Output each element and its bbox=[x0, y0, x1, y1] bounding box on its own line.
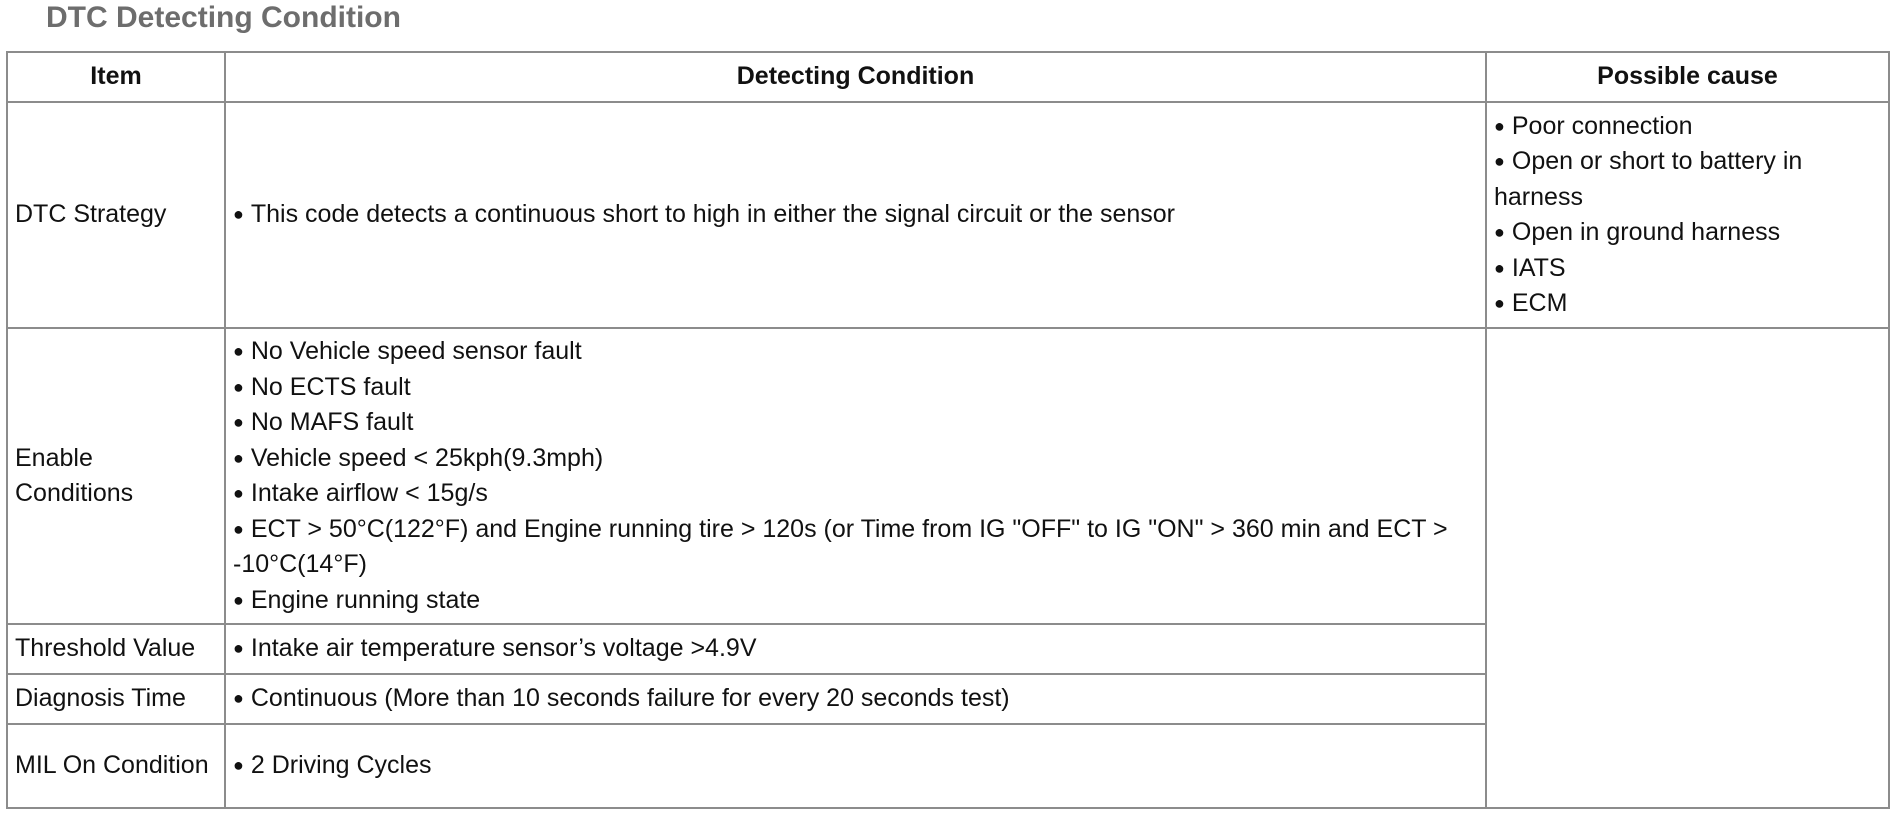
dtc-detecting-condition-table bbox=[6, 51, 1890, 809]
bullet-item bbox=[1494, 109, 1881, 145]
bullet-item bbox=[1494, 251, 1881, 287]
bullet-dot-icon: ● bbox=[233, 204, 244, 225]
bullet-dot-icon: ● bbox=[233, 518, 244, 539]
bullet-item bbox=[233, 405, 1478, 441]
item-cell: MIL On Condition bbox=[7, 724, 225, 808]
bullet-text: ECM bbox=[1511, 289, 1568, 317]
table-row-dtc-strategy bbox=[7, 102, 1889, 328]
item-cell: Diagnosis Time bbox=[7, 674, 225, 724]
bullet-dot-icon: ● bbox=[1494, 293, 1505, 313]
bullet-item bbox=[233, 334, 1478, 370]
bullet-text: No MAFS fault bbox=[250, 408, 414, 436]
possible-cause-list bbox=[1494, 109, 1881, 322]
item-cell: Enable Conditions bbox=[7, 328, 225, 624]
bullet-item bbox=[1494, 286, 1881, 322]
condition-cell bbox=[225, 624, 1486, 674]
bullet-dot-icon: ● bbox=[233, 688, 244, 709]
bullet-dot-icon: ● bbox=[233, 589, 244, 610]
condition-cell bbox=[225, 724, 1486, 808]
bullet-text: This code detects a continuous short to high in either the signal circuit or the sensor bbox=[250, 200, 1175, 229]
bullet-item bbox=[233, 748, 1478, 784]
header-detecting-condition: Detecting Condition bbox=[225, 52, 1486, 102]
condition-list bbox=[233, 197, 1478, 233]
condition-cell bbox=[225, 102, 1486, 328]
bullet-text: Open or short to battery in harness bbox=[1494, 147, 1803, 211]
condition-list bbox=[233, 334, 1478, 618]
bullet-text: Poor connection bbox=[1511, 111, 1693, 140]
bullet-item bbox=[1494, 144, 1881, 215]
bullet-text: IATS bbox=[1511, 253, 1566, 282]
condition-list bbox=[233, 681, 1478, 717]
bullet-text: Intake air temperature sensor’s voltage >4.9V bbox=[250, 634, 757, 663]
bullet-dot-icon: ● bbox=[1494, 222, 1505, 242]
condition-cell bbox=[225, 674, 1486, 724]
bullet-item bbox=[233, 197, 1478, 233]
bullet-item bbox=[233, 512, 1478, 583]
bullet-item bbox=[233, 631, 1478, 667]
bullet-dot-icon: ● bbox=[233, 412, 244, 432]
bullet-dot-icon: ● bbox=[233, 638, 244, 659]
condition-cell bbox=[225, 328, 1486, 624]
page-title: DTC Detecting Condition bbox=[46, 1, 401, 34]
bullet-dot-icon: ● bbox=[1494, 115, 1505, 136]
condition-list bbox=[233, 748, 1478, 784]
bullet-dot-icon: ● bbox=[1494, 151, 1505, 171]
item-cell: DTC Strategy bbox=[7, 102, 225, 328]
bullet-text: No ECTS fault bbox=[250, 372, 411, 401]
bullet-dot-icon: ● bbox=[233, 447, 244, 468]
header-possible-cause: Possible cause bbox=[1486, 52, 1889, 102]
bullet-text: Open in ground harness bbox=[1511, 218, 1781, 246]
table-row-enable-conditions bbox=[7, 328, 1889, 624]
bullet-dot-icon: ● bbox=[233, 376, 244, 397]
bullet-item bbox=[233, 370, 1478, 406]
bullet-item bbox=[233, 441, 1478, 477]
bullet-dot-icon: ● bbox=[1494, 257, 1505, 278]
empty-cause-cell bbox=[1486, 328, 1889, 808]
header-item: Item bbox=[7, 52, 225, 102]
bullet-text: Intake airflow < 15g/s bbox=[250, 479, 488, 507]
bullet-text: ECT > 50°C(122°F) and Engine running tire > 120s (or Time from IG "OFF" to IG "ON" > 360 min and ECT > -10°C(14°F) bbox=[233, 514, 1448, 578]
bullet-item bbox=[233, 476, 1478, 512]
bullet-text: 2 Driving Cycles bbox=[250, 751, 432, 780]
bullet-dot-icon: ● bbox=[233, 341, 244, 361]
table-header-row bbox=[7, 52, 1889, 102]
bullet-text: Continuous (More than 10 seconds failure for every 20 seconds test) bbox=[250, 684, 1010, 713]
possible-cause-cell bbox=[1486, 102, 1889, 328]
bullet-item bbox=[1494, 215, 1881, 251]
bullet-text: Vehicle speed < 25kph(9.3mph) bbox=[250, 443, 604, 472]
bullet-item bbox=[233, 681, 1478, 717]
bullet-text: No Vehicle speed sensor fault bbox=[250, 337, 582, 365]
bullet-dot-icon: ● bbox=[233, 483, 244, 503]
bullet-dot-icon: ● bbox=[233, 755, 244, 776]
bullet-text: Engine running state bbox=[250, 585, 481, 614]
condition-list bbox=[233, 631, 1478, 667]
item-cell: Threshold Value bbox=[7, 624, 225, 674]
bullet-item bbox=[233, 583, 1478, 619]
